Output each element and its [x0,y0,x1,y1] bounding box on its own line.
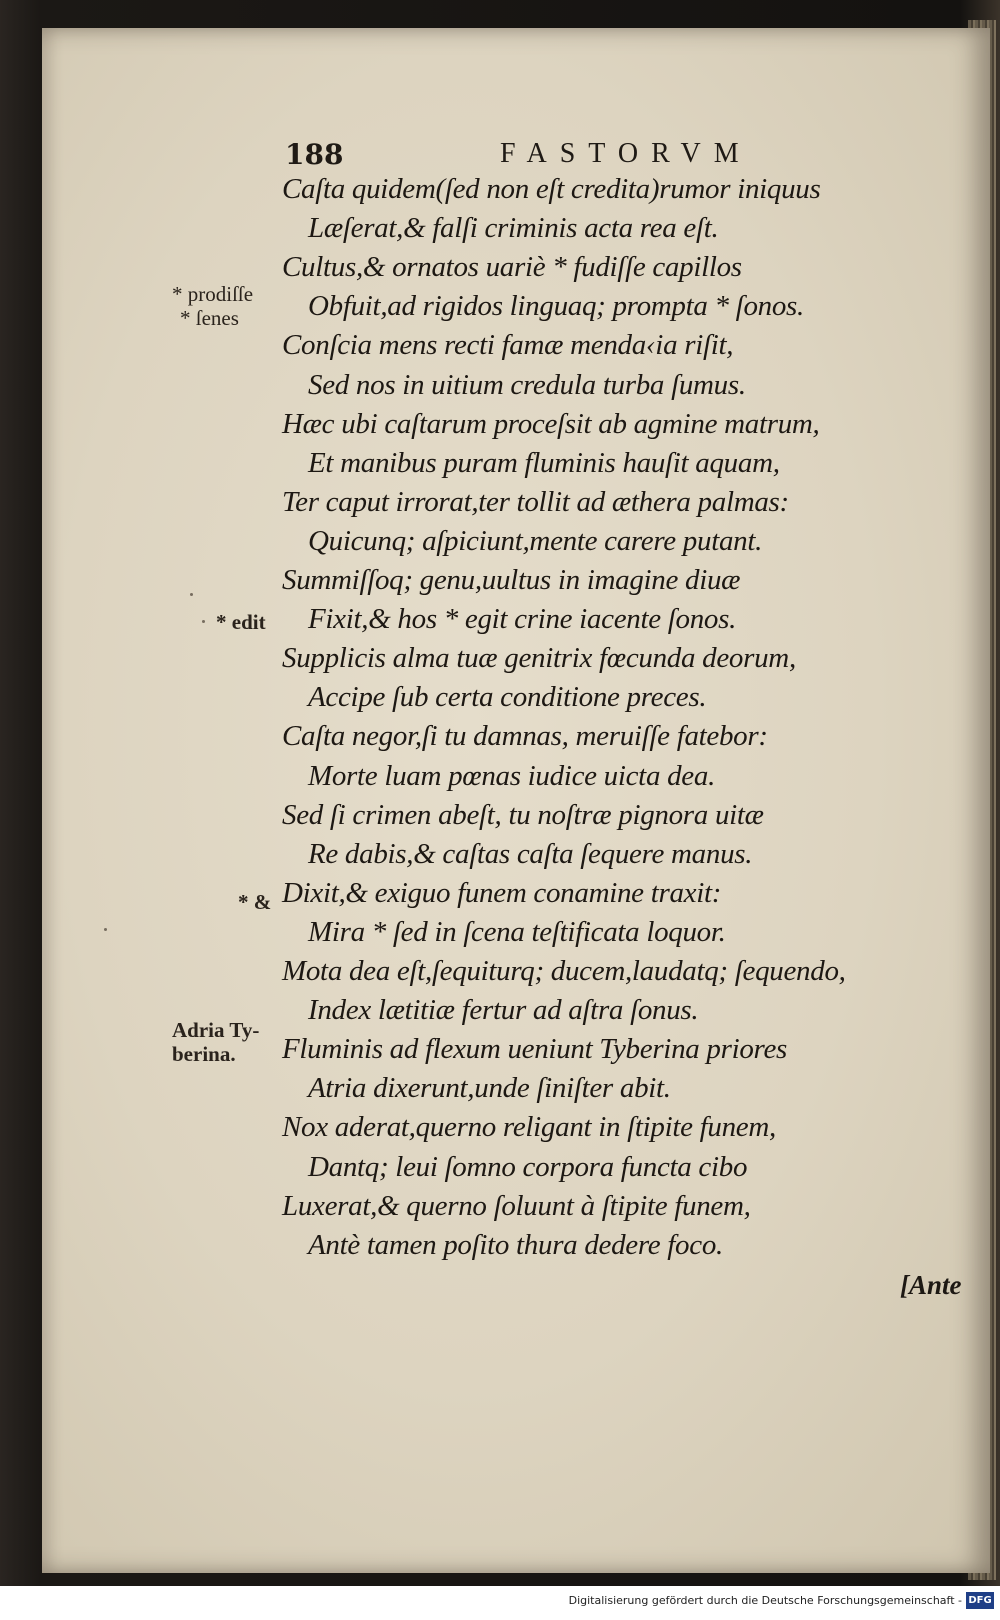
ink-spot [190,593,193,596]
verse-line: Re dabis,& caſtas caſta ſequere manus. [308,837,753,870]
verse-line: Nox aderat,querno religant in ſtipite funem, [282,1111,776,1144]
verse-line: Accipe ſub certa conditione preces. [308,681,707,714]
verse-line: Dantq; leui ſomno corpora functa cibo [308,1150,748,1183]
verse-line: Quicunq; aſpiciunt,mente carere putant. [308,524,763,557]
catchword: [Ante [900,1270,962,1300]
verse-line: Morte luam pœnas iudice uicta dea. [308,759,716,792]
margin-note: berina. [172,1042,236,1066]
verse-line: Obfuit,ad rigidos linguaq; prompta * ſonos. [308,290,804,323]
verse-line: Fixit,& hos * egit crine iacente ſonos. [308,603,737,636]
ink-spot [202,620,205,623]
running-head [0,138,1000,174]
verse-line: Atria dixerunt,unde ſiniſter abit. [308,1072,671,1105]
verse-line: Sed ſi crimen abeſt, tu noſtræ pignora uitæ [282,798,764,831]
verse-line: Mota dea eſt,ſequiturq; ducem,laudatq; ſequendo, [282,955,846,987]
verse-line: Dixit,& exiguo funem conamine traxit: [282,876,722,909]
margin-note: * edit [216,610,266,634]
footer-bar [0,1586,1000,1620]
verse-line: Index lætitiæ fertur ad aſtra ſonus. [308,994,699,1027]
book-title: FASTORVM [500,138,752,169]
verse-line: Fluminis ad flexum ueniunt Tyberina priores [282,1033,788,1066]
verse-line: Conſcia mens recti famæ menda‹ia riſit, [282,329,734,362]
verse-line: Supplicis alma tuæ genitrix fœcunda deorum, [282,642,796,675]
verse-line: Et manibus puram fluminis hauſit aquam, [308,446,780,479]
verse-line: Cultus,& ornatos uariè * fudiſſe capillos [282,251,742,284]
margin-note: Adria Ty- [172,1018,260,1042]
verse-line: Summiſſoq; genu,uultus in imagine diuæ [282,564,741,596]
margin-note: * prodiſſe [172,282,254,306]
margin-note: * & [238,890,272,914]
dfg-logo: DFG [966,1592,994,1609]
verse-line: Sed nos in uitium credula turba ſumus. [308,368,746,401]
margin-note: * ſenes [180,306,239,330]
ink-spot [104,928,107,931]
verse-line: Antè tamen poſito thura dedere foco. [308,1228,723,1261]
verse-line: Ter caput irrorat,ter tollit ad æthera palmas: [282,485,789,518]
digitization-credit: Digitalisierung gefördert durch die Deutsche Forschungsgemeinschaft - [568,1594,962,1607]
verse-line: Mira * ſed in ſcena teſtificata loquor. [308,915,726,948]
verse-line: Caſta quidem(ſed non eſt credita)rumor iniquus [282,173,821,205]
verse-line: Luxerat,& querno ſoluunt à ſtipite funem, [282,1189,751,1222]
verse-line: Hæc ubi caſtarum proceſsit ab agmine matrum, [282,407,820,440]
verse-line: Caſta negor,ſi tu damnas, meruiſſe fatebor: [282,720,768,753]
verse-line: Læſerat,& falſi criminis acta rea eſt. [308,212,719,245]
page-number: 188 [285,138,344,171]
